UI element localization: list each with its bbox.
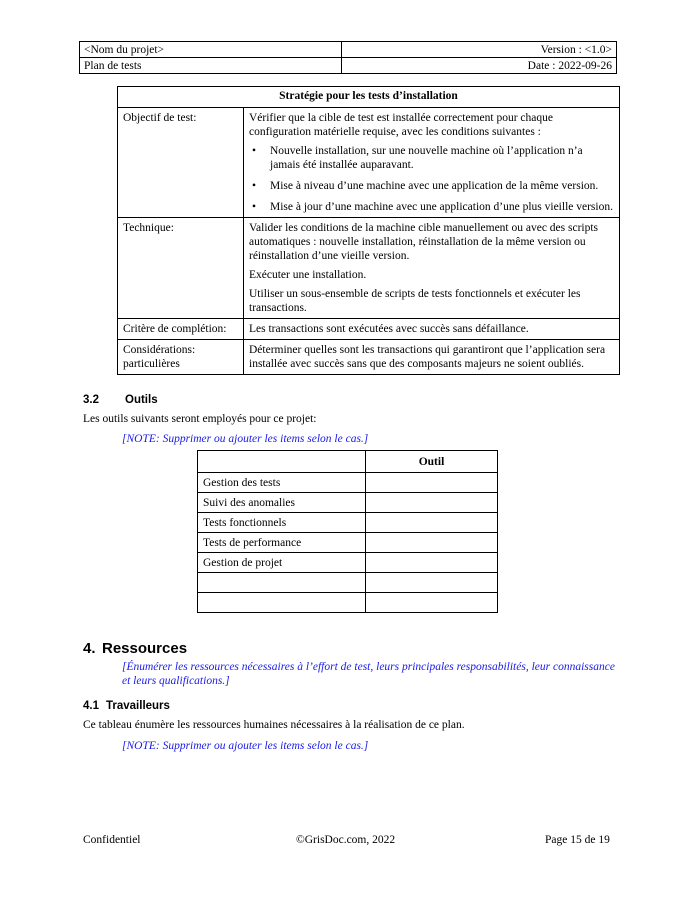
section-heading-3-2: 3.2 Outils bbox=[83, 394, 158, 406]
objective-intro: Vérifier que la cible de test est installée correctement pour chaque configuration matérielle requise, avec les conditions suivantes : bbox=[249, 112, 553, 138]
table-row bbox=[118, 319, 620, 340]
bullet-icon: • bbox=[252, 145, 257, 157]
workers-intro: Ce tableau énumère les ressources humaines nécessaires à la réalisation de ce plan. bbox=[83, 719, 465, 731]
project-name: <Nom du projet> bbox=[80, 42, 342, 58]
table-row: Gestion des tests bbox=[198, 473, 498, 493]
bullet-icon: • bbox=[252, 201, 257, 213]
table-row: Tests de performance bbox=[198, 533, 498, 553]
table-row: Tests fonctionnels bbox=[198, 513, 498, 533]
completion-label: Critère de complétion: bbox=[118, 319, 244, 340]
version: Version : <1.0> bbox=[342, 42, 617, 58]
technique-paragraph: Exécuter une installation. bbox=[249, 269, 367, 281]
resources-note: [Énumérer les ressources nécessaires à l’effort de test, leurs principales responsabilités, leur connaissance et leurs qualifications.] bbox=[122, 661, 615, 687]
bullet-icon: • bbox=[252, 180, 257, 192]
list-item: • Mise à jour d’une machine avec une application d’une plus vieille version. bbox=[252, 201, 613, 213]
list-item: • Mise à niveau d’une machine avec une application de la même version. bbox=[252, 180, 599, 192]
tools-column-header-tool: Outil bbox=[366, 451, 498, 473]
table-row bbox=[118, 108, 620, 218]
workers-note: [NOTE: Supprimer ou ajouter les items selon le cas.] bbox=[122, 740, 369, 752]
footer-page-number: Page 15 de 19 bbox=[545, 834, 610, 846]
technique-cell bbox=[244, 218, 620, 319]
section-heading-4-1: 4.1 Travailleurs bbox=[83, 700, 170, 712]
footer-confidential: Confidentiel bbox=[83, 834, 141, 846]
page-header-table bbox=[79, 41, 617, 74]
table-row bbox=[198, 573, 498, 593]
tools-intro: Les outils suivants seront employés pour ce projet: bbox=[83, 413, 317, 425]
objective-cell bbox=[244, 108, 620, 218]
technique-paragraph: Valider les conditions de la machine cible manuellement ou avec des scripts automatiques : nouvelle installation, réinstallation de la même version ou réinstallation d’une vieille version. bbox=[249, 222, 599, 262]
footer-copyright: ©GrisDoc.com, 2022 bbox=[296, 834, 396, 846]
considerations-label: Considérations: particulières bbox=[118, 340, 244, 375]
tools-note: [NOTE: Supprimer ou ajouter les items selon le cas.] bbox=[122, 433, 369, 445]
tools-table bbox=[197, 450, 498, 613]
section-heading-4: 4. Ressources bbox=[83, 640, 188, 657]
table-row: Gestion de projet bbox=[198, 553, 498, 573]
technique-paragraph: Utiliser un sous-ensemble de scripts de tests fonctionnels et exécuter les transactions. bbox=[249, 288, 581, 314]
table-row bbox=[118, 218, 620, 319]
installation-strategy-table bbox=[117, 86, 620, 375]
document-date: Date : 2022-09-26 bbox=[342, 58, 617, 74]
table-row bbox=[118, 340, 620, 375]
considerations-text: Déterminer quelles sont les transactions qui garantiront que l’application sera installée avec succès sans que des composants majeurs ne soient oubliés. bbox=[244, 340, 620, 375]
table-row bbox=[198, 593, 498, 613]
table-row: Suivi des anomalies bbox=[198, 493, 498, 513]
strategy-table-title: Stratégie pour les tests d’installation bbox=[118, 87, 620, 108]
technique-label: Technique: bbox=[118, 218, 244, 319]
objective-bullet-list bbox=[249, 144, 614, 214]
list-item: • Nouvelle installation, sur une nouvelle machine où l’application n’a jamais été installée auparavant. bbox=[252, 145, 583, 171]
completion-text: Les transactions sont exécutées avec succès sans défaillance. bbox=[244, 319, 620, 340]
tools-column-header-empty bbox=[198, 451, 366, 473]
document-title: Plan de tests bbox=[80, 58, 342, 74]
objective-label: Objectif de test: bbox=[118, 108, 244, 218]
